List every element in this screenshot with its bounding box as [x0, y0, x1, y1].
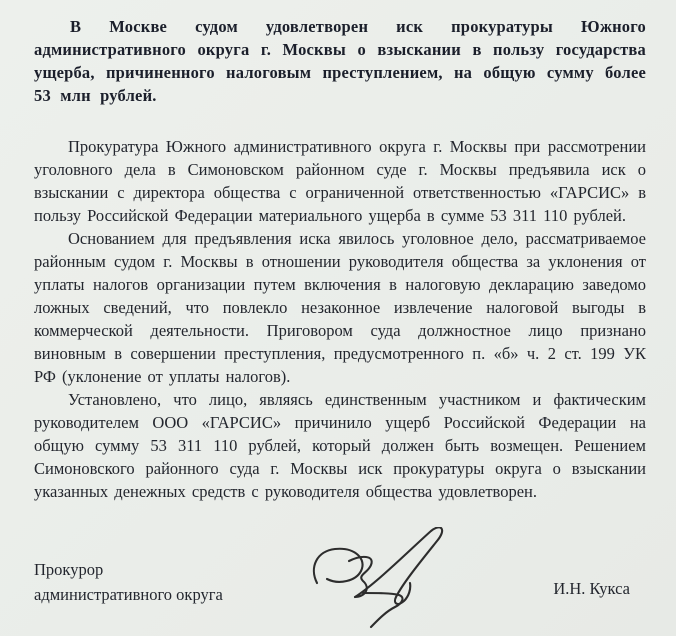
- signer-title-line-1: Прокурор: [34, 560, 104, 579]
- signer-title-line-2: административного округа: [34, 585, 223, 604]
- signature-area: [223, 527, 553, 631]
- signer-name: И.Н. Кукса: [553, 579, 630, 598]
- body-paragraph-2: Основанием для предъявления иска явилось уголовное дело, рассматриваемое районным судом г. Москвы в отношении руководителя общества за уклонения от уплаты налогов организации путем включения в налоговую декларацию заведомо ложных сведений, что повлекло незаконное извлечение налоговой выгоды в коммерческой деятельности. Приговором суда должностное лицо признано виновным в совершении преступления, предусмотренного п. «б» ч. 2 ст. 199 УК РФ (уклонение от уплаты налогов).: [34, 229, 646, 386]
- headline-paragraph: В Москве судом удовлетворен иск прокуратуры Южного административного округа г. Москвы о взыскании в пользу государства ущерба, причиненного налоговым преступлением, на общую сумму более 53 млн рублей.: [34, 17, 646, 105]
- document-body: [34, 135, 646, 503]
- signer-title: [34, 541, 223, 607]
- signature-image: [303, 527, 473, 631]
- signature-block: [34, 541, 646, 631]
- body-paragraph-3: Установлено, что лицо, являясь единственным участником и фактическим руководителем ООО «ГАРСИС» причинило ущерб Российской Федерации на общую сумму 53 311 110 рублей, который должен быть возмещен. Решением Симоновского районного суда г. Москвы иск прокуратуры округа о взыскании указанных денежных средств с руководителя общества удовлетворен.: [34, 390, 646, 501]
- body-paragraph-1: Прокуратура Южного административного округа г. Москвы при рассмотрении уголовного дела в Симоновском районном суде г. Москвы предъявила иск о взыскании с директора общества с ограниченной ответственностью «ГАРСИС» в пользу Российской Федерации материального ущерба в сумме 53 311 110 рублей.: [34, 137, 646, 225]
